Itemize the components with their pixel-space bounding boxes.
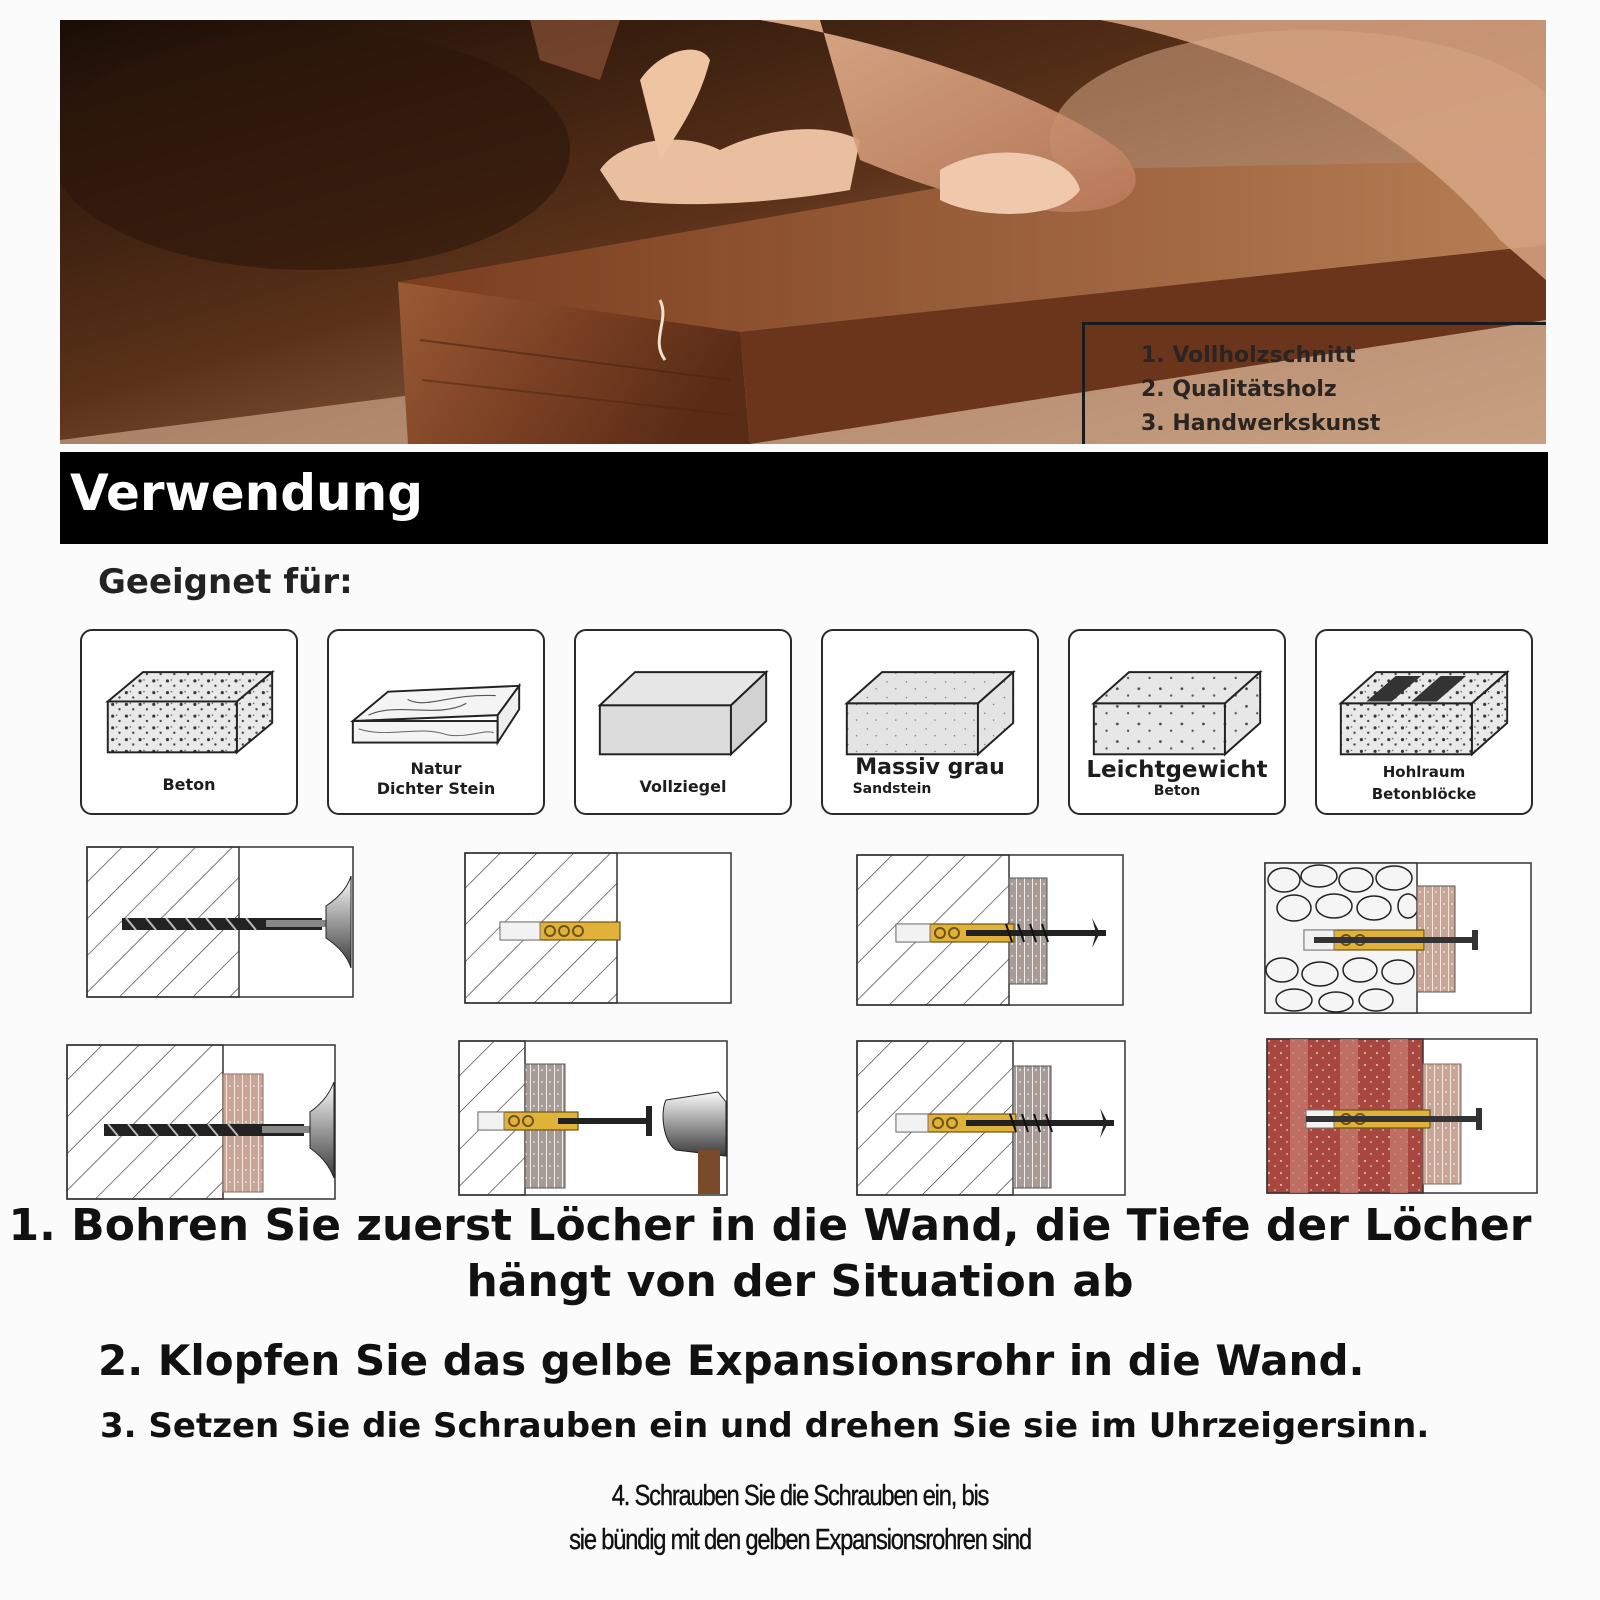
material-label: Leichtgewicht	[1086, 757, 1268, 783]
instruction-step-4	[144, 1474, 1456, 1562]
material-label: Hohlraum	[1382, 763, 1466, 781]
screw-icon	[1306, 1116, 1478, 1122]
instruction-line: 4. Schrauben Sie die Schrauben ein, bis	[611, 1480, 989, 1512]
material-label: Sandstein	[852, 781, 932, 797]
instruction-line: hängt von der Situation ab	[466, 1256, 1134, 1307]
material-label: Betonblöcke	[1371, 785, 1477, 803]
material-label: Beton	[1153, 783, 1201, 799]
hammer-icon	[663, 1092, 726, 1156]
material-card-hollow-block	[1315, 629, 1533, 815]
diagram-hammer-anchor	[458, 1040, 728, 1196]
diagram-insert-anchor	[464, 852, 732, 1004]
diagram-brick-wall-anchor	[1266, 1038, 1538, 1194]
diagram-hollow-wall-anchor	[1264, 862, 1532, 1014]
material-label: Vollziegel	[639, 777, 727, 796]
instruction-step-3: 3. Setzen Sie die Schrauben ein und drehen Sie sie im Uhrzeigersinn.	[100, 1406, 1430, 1446]
section-header	[60, 452, 1548, 544]
screw-icon	[558, 1118, 648, 1124]
diagram-screw-through-board	[856, 854, 1124, 1006]
feature-item: 1. Vollholzschnitt	[1141, 343, 1356, 368]
diagram-screw-tighten	[856, 1040, 1126, 1196]
hero-image	[60, 20, 1546, 444]
diagram-drill-concrete	[86, 846, 354, 998]
section-title: Verwendung	[70, 464, 424, 522]
feature-item: 2. Qualitätsholz	[1141, 377, 1337, 402]
screw-icon	[966, 1120, 1114, 1126]
instruction-line: 1. Bohren Sie zuerst Löcher in die Wand, die Tiefe der Löcher	[8, 1200, 1532, 1251]
material-card-solid-brick	[574, 629, 792, 815]
instruction-step-1	[0, 1198, 1600, 1310]
material-card-natural-stone	[327, 629, 545, 815]
instruction-step-2: 2. Klopfen Sie das gelbe Expansionsrohr in die Wand.	[98, 1336, 1365, 1385]
screw-icon	[1314, 937, 1474, 943]
material-label: Beton	[162, 775, 216, 794]
material-card-lightweight-concrete	[1068, 629, 1286, 815]
screw-icon	[966, 930, 1106, 936]
suitable-label: Geeignet für:	[98, 562, 353, 602]
material-label: Massiv grau	[855, 755, 1005, 780]
material-card-beton	[80, 629, 298, 815]
diagram-drill-through-board	[66, 1044, 336, 1200]
feature-list	[1082, 322, 1546, 444]
material-card-sandstone	[821, 629, 1039, 815]
material-label: Dichter Stein	[376, 779, 496, 798]
feature-item: 3. Handwerkskunst	[1141, 411, 1381, 436]
material-label: Natur	[410, 759, 462, 778]
instruction-line: sie bündig mit den gelben Expansionsrohren sind	[569, 1524, 1031, 1556]
